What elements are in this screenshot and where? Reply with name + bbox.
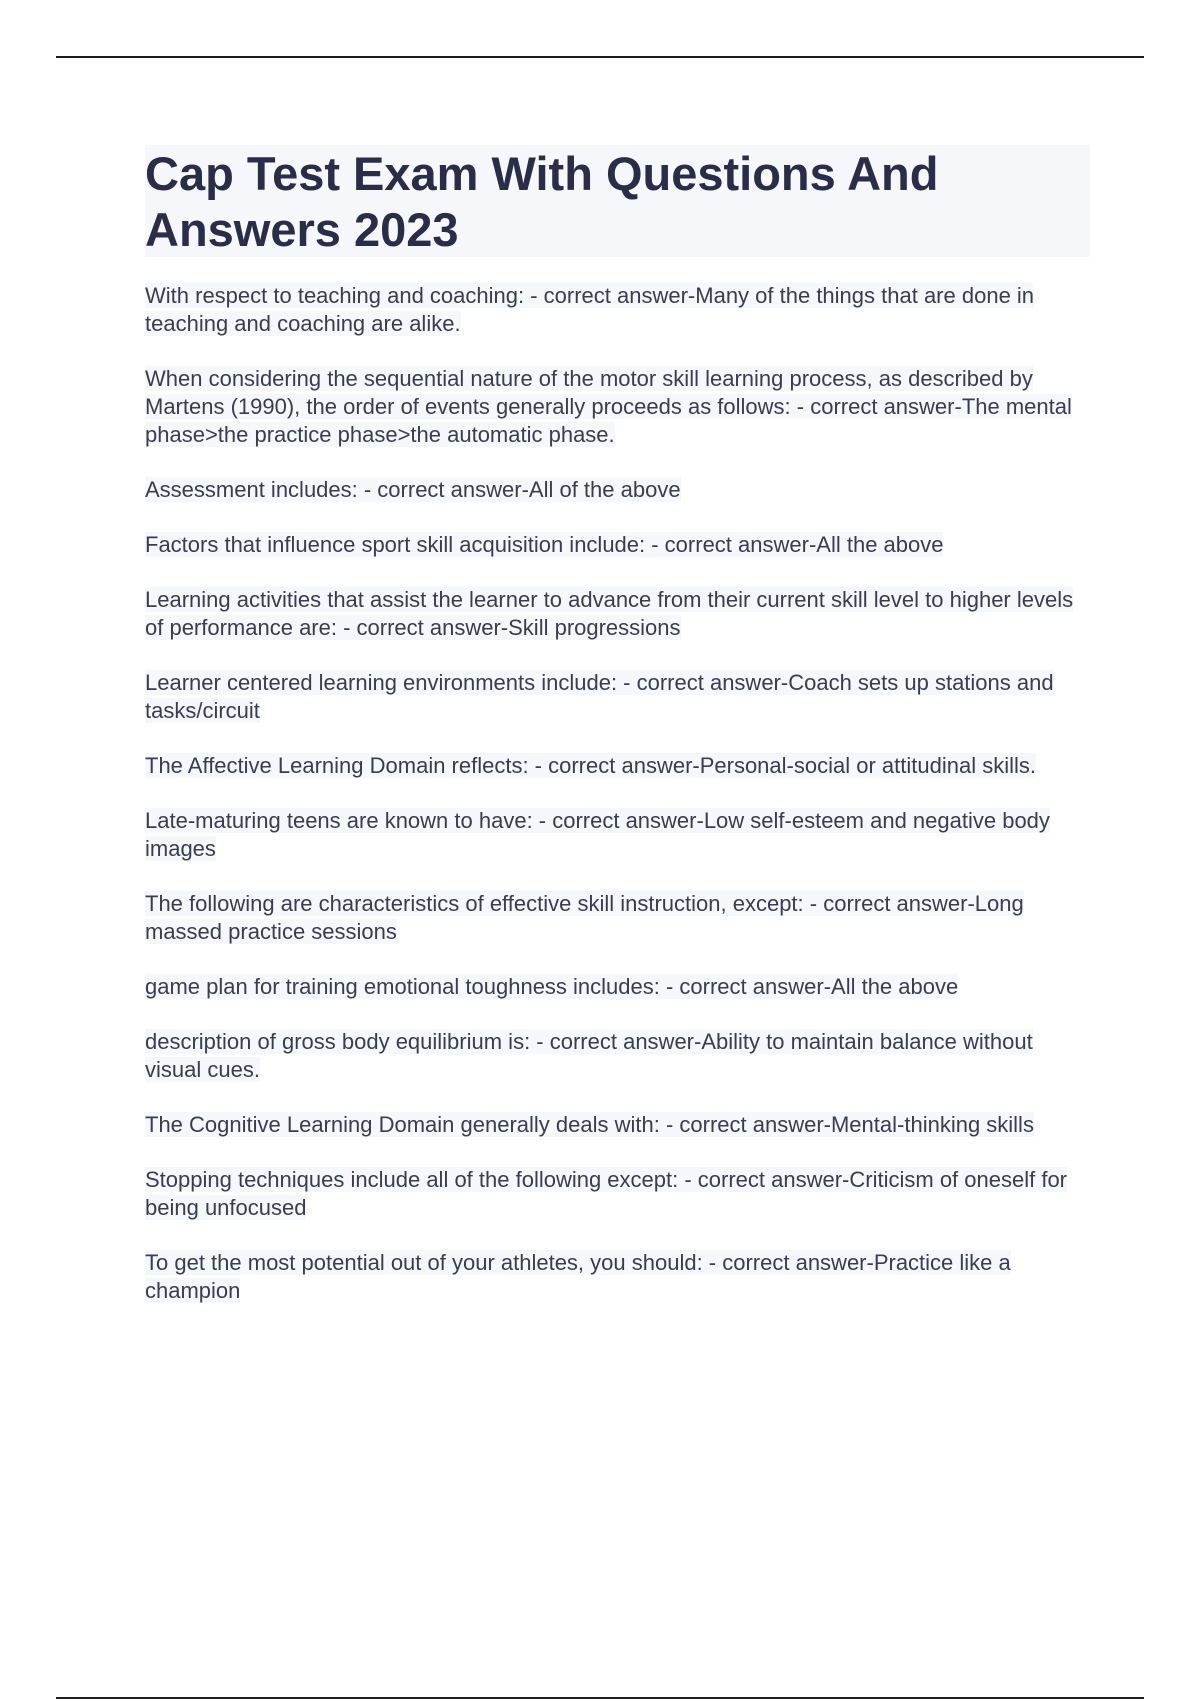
qa-text: The following are characteristics of effective skill instruction, except: - correct answer-Long massed practice sessions	[145, 891, 1024, 944]
qa-item	[145, 1111, 1090, 1139]
qa-item	[145, 752, 1090, 780]
qa-text: Learner centered learning environments include: - correct answer-Coach sets up stations and tasks/circuit	[145, 670, 1054, 723]
qa-item	[145, 1249, 1090, 1305]
qa-text: Learning activities that assist the learner to advance from their current skill level to higher levels of performance are: - correct answer-Skill progressions	[145, 587, 1074, 640]
qa-text: When considering the sequential nature of the motor skill learning process, as described by Martens (1990), the order of events generally proceeds as follows: - correct answer-The mental phase>the practice phase>the automatic phase.	[145, 366, 1072, 447]
qa-text: The Cognitive Learning Domain generally deals with: - correct answer-Mental-thinking skills	[145, 1112, 1034, 1137]
qa-list	[145, 282, 1090, 1305]
qa-text: Factors that influence sport skill acquisition include: - correct answer-All the above	[145, 532, 944, 557]
qa-item	[145, 476, 1090, 504]
qa-item	[145, 890, 1090, 946]
document-body	[145, 145, 1090, 1332]
qa-text: With respect to teaching and coaching: - correct answer-Many of the things that are done in teaching and coaching are alike.	[145, 283, 1035, 336]
qa-text: To get the most potential out of your athletes, you should: - correct answer-Practice like a champion	[145, 1250, 1011, 1303]
document-title: Cap Test Exam With Questions And Answers 2023	[145, 147, 939, 256]
qa-item	[145, 531, 1090, 559]
qa-item	[145, 1028, 1090, 1084]
title-block	[145, 145, 1090, 257]
qa-text: Assessment includes: - correct answer-All of the above	[145, 477, 681, 502]
qa-item	[145, 586, 1090, 642]
qa-text: Stopping techniques include all of the following except: - correct answer-Criticism of oneself for being unfocused	[145, 1167, 1068, 1220]
bottom-rule	[56, 1697, 1144, 1699]
qa-text: The Affective Learning Domain reflects: - correct answer-Personal-social or attitudinal skills.	[145, 753, 1036, 778]
qa-text: Late-maturing teens are known to have: - correct answer-Low self-esteem and negative body images	[145, 808, 1050, 861]
qa-item	[145, 807, 1090, 863]
qa-item	[145, 669, 1090, 725]
qa-item	[145, 282, 1090, 338]
qa-text: game plan for training emotional toughness includes: - correct answer-All the above	[145, 974, 959, 999]
qa-item	[145, 973, 1090, 1001]
qa-text: description of gross body equilibrium is: - correct answer-Ability to maintain balance without visual cues.	[145, 1029, 1033, 1082]
qa-item	[145, 1166, 1090, 1222]
top-rule	[56, 56, 1144, 58]
qa-item	[145, 365, 1090, 449]
